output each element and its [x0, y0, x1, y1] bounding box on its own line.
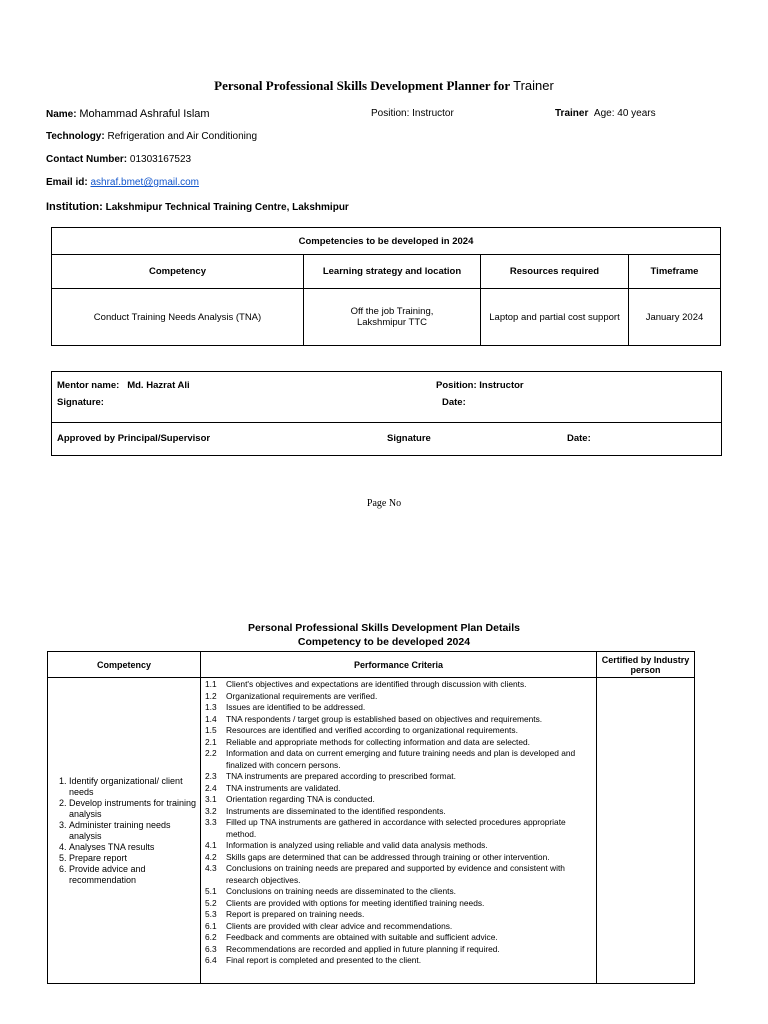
criteria-text: Instruments are disseminated to the identified respondents. — [226, 805, 446, 816]
email-line: Email id: ashraf.bmet@gmail.com — [46, 177, 199, 188]
header-resources: Resources required — [481, 255, 629, 289]
criteria-item — [205, 771, 593, 783]
criteria-number: 1.4 — [205, 713, 217, 724]
criteria-text: Resources are identified and verified according to organizational requirements. — [226, 725, 518, 735]
competency-cell — [48, 678, 201, 984]
criteria-item — [205, 806, 593, 818]
criteria-item — [205, 921, 593, 933]
contact-line: Contact Number: 01303167523 — [46, 154, 192, 165]
mentor-position: Position: Instructor — [436, 380, 524, 391]
certified-cell — [597, 678, 695, 984]
criteria-item — [205, 737, 593, 749]
criteria-number: 1.3 — [205, 702, 217, 712]
institution-line: Institution: Lakshmipur Technical Training Centre, Lakshmipur — [46, 201, 349, 213]
criteria-text: Client's objectives and expectations are identified through discussion with clients. — [226, 679, 527, 689]
header-competency: Competency — [48, 652, 201, 678]
criteria-text: Feedback and comments are obtained with suitable and sufficient advice. — [226, 932, 498, 942]
email-link[interactable]: ashraf.bmet@gmail.com — [90, 177, 199, 188]
criteria-item — [205, 817, 593, 840]
criteria-number: 4.2 — [205, 851, 217, 862]
criteria-item — [205, 932, 593, 944]
criteria-item — [205, 840, 593, 852]
criteria-number: 2.3 — [205, 771, 217, 781]
header-timeframe: Timeframe — [629, 255, 721, 289]
competency-item: 5. Prepare report — [69, 853, 199, 864]
name-line: Name: Mohammad Ashraful Islam — [46, 108, 210, 120]
criteria-cell — [201, 678, 597, 984]
criteria-item — [205, 783, 593, 795]
header-strategy: Learning strategy and location — [304, 255, 481, 289]
criteria-text: Conclusions on training needs are disseminated to the clients. — [226, 886, 456, 896]
criteria-number: 3.3 — [205, 817, 217, 827]
criteria-item — [205, 725, 593, 737]
criteria-number: 3.1 — [205, 794, 217, 804]
criteria-text: Final report is completed and presented to the client. — [226, 955, 422, 965]
cell-timeframe: January 2024 — [629, 289, 721, 346]
mentor-box — [51, 371, 722, 456]
criteria-item — [205, 863, 593, 886]
header-certified: Certified by Industry person — [597, 652, 695, 678]
page-title: Personal Professional Skills Development Planner for Trainer — [214, 78, 554, 93]
criteria-item — [205, 886, 593, 898]
criteria-number: 2.4 — [205, 782, 217, 793]
criteria-text: Issues are identified to be addressed. — [226, 702, 366, 712]
details-subtitle: Competency to be developed 2024 — [297, 636, 471, 648]
criteria-text: Filled up TNA instruments are gathered in accordance with selected procedures appropriate method. — [226, 817, 566, 839]
criteria-text: Information and data on current emerging and future training needs and plan is developed and finalized with concern persons. — [226, 748, 576, 770]
criteria-text: TNA instruments are validated. — [226, 782, 341, 793]
criteria-item — [205, 944, 593, 956]
criteria-number: 6.2 — [205, 932, 217, 942]
criteria-text: Clients are provided with clear advice and recommendations. — [226, 920, 453, 931]
criteria-text: Information is analyzed using reliable and valid data analysis methods. — [226, 840, 488, 850]
header-competency: Competency — [52, 255, 304, 289]
criteria-number: 1.2 — [205, 690, 217, 701]
details-title: Personal Professional Skills Development Plan Details — [248, 622, 520, 634]
mentor-date: Date: — [442, 397, 466, 408]
competency-item: 4. Analyses TNA results — [69, 842, 199, 853]
criteria-item — [205, 691, 593, 703]
criteria-text: Report is prepared on training needs. — [226, 909, 365, 919]
criteria-item — [205, 898, 593, 910]
criteria-text: Organizational requirements are verified. — [226, 690, 378, 701]
approved-label: Approved by Principal/Supervisor — [57, 433, 211, 444]
criteria-number: 3.2 — [205, 805, 217, 816]
criteria-text: Skills gaps are determined that can be addressed through training or other intervention. — [226, 851, 550, 862]
cell-strategy: Off the job Training, Lakshmipur TTC — [304, 289, 481, 346]
mentor-signature: Signature: — [57, 397, 104, 408]
criteria-text: TNA respondents / target group is established based on objectives and requirements. — [226, 713, 543, 724]
criteria-item — [205, 794, 593, 806]
mentor-name: Mentor name: Md. Hazrat Ali — [57, 380, 190, 391]
competency-item: 2. Develop instruments for training analysis — [69, 798, 199, 820]
criteria-number: 2.2 — [205, 748, 217, 758]
criteria-text: Conclusions on training needs are prepared and supported by evidence and consistent with research objectives. — [226, 863, 565, 885]
criteria-text: Reliable and appropriate methods for collecting information and data are selected. — [226, 736, 531, 747]
criteria-number: 1.1 — [205, 679, 217, 689]
criteria-number: 6.4 — [205, 955, 217, 965]
details-table — [47, 651, 695, 984]
criteria-item — [205, 714, 593, 726]
criteria-number: 6.3 — [205, 943, 217, 954]
criteria-number: 1.5 — [205, 725, 217, 735]
approval-date: Date: — [567, 433, 591, 444]
criteria-number: 5.1 — [205, 886, 217, 896]
criteria-item — [205, 852, 593, 864]
criteria-text: Orientation regarding TNA is conducted. — [226, 794, 375, 804]
criteria-item — [205, 679, 593, 691]
trainer-age: Trainer Age: 40 years — [555, 108, 656, 119]
criteria-item — [205, 909, 593, 921]
competency-list — [49, 776, 199, 886]
divider — [52, 422, 721, 423]
criteria-number: 5.3 — [205, 909, 217, 919]
competencies-table — [51, 227, 721, 346]
criteria-item — [205, 702, 593, 714]
criteria-item — [205, 748, 593, 771]
criteria-number: 4.3 — [205, 863, 217, 873]
position: Position: Instructor — [371, 108, 454, 119]
criteria-number: 6.1 — [205, 920, 217, 931]
competency-item: 1. Identify organizational/ client needs — [69, 776, 199, 798]
cell-resources: Laptop and partial cost support — [481, 289, 629, 346]
criteria-text: Clients are provided with options for meeting identified training needs. — [226, 897, 485, 908]
approval-signature: Signature — [387, 433, 431, 444]
criteria-item — [205, 955, 593, 967]
criteria-number: 2.1 — [205, 736, 217, 747]
competency-item: 3. Administer training needs analysis — [69, 820, 199, 842]
criteria-text: Recommendations are recorded and applied in future planning if required. — [226, 943, 500, 954]
page-number: Page No — [366, 498, 402, 509]
cell-competency: Conduct Training Needs Analysis (TNA) — [52, 289, 304, 346]
competency-item: 6. Provide advice and recommendation — [69, 864, 199, 886]
criteria-number: 4.1 — [205, 840, 217, 850]
header-performance-criteria: Performance Criteria — [201, 652, 597, 678]
criteria-number: 5.2 — [205, 897, 217, 908]
table-caption: Competencies to be developed in 2024 — [52, 228, 721, 255]
technology-line: Technology: Refrigeration and Air Conditioning — [46, 131, 258, 142]
criteria-text: TNA instruments are prepared according to prescribed format. — [226, 771, 456, 781]
